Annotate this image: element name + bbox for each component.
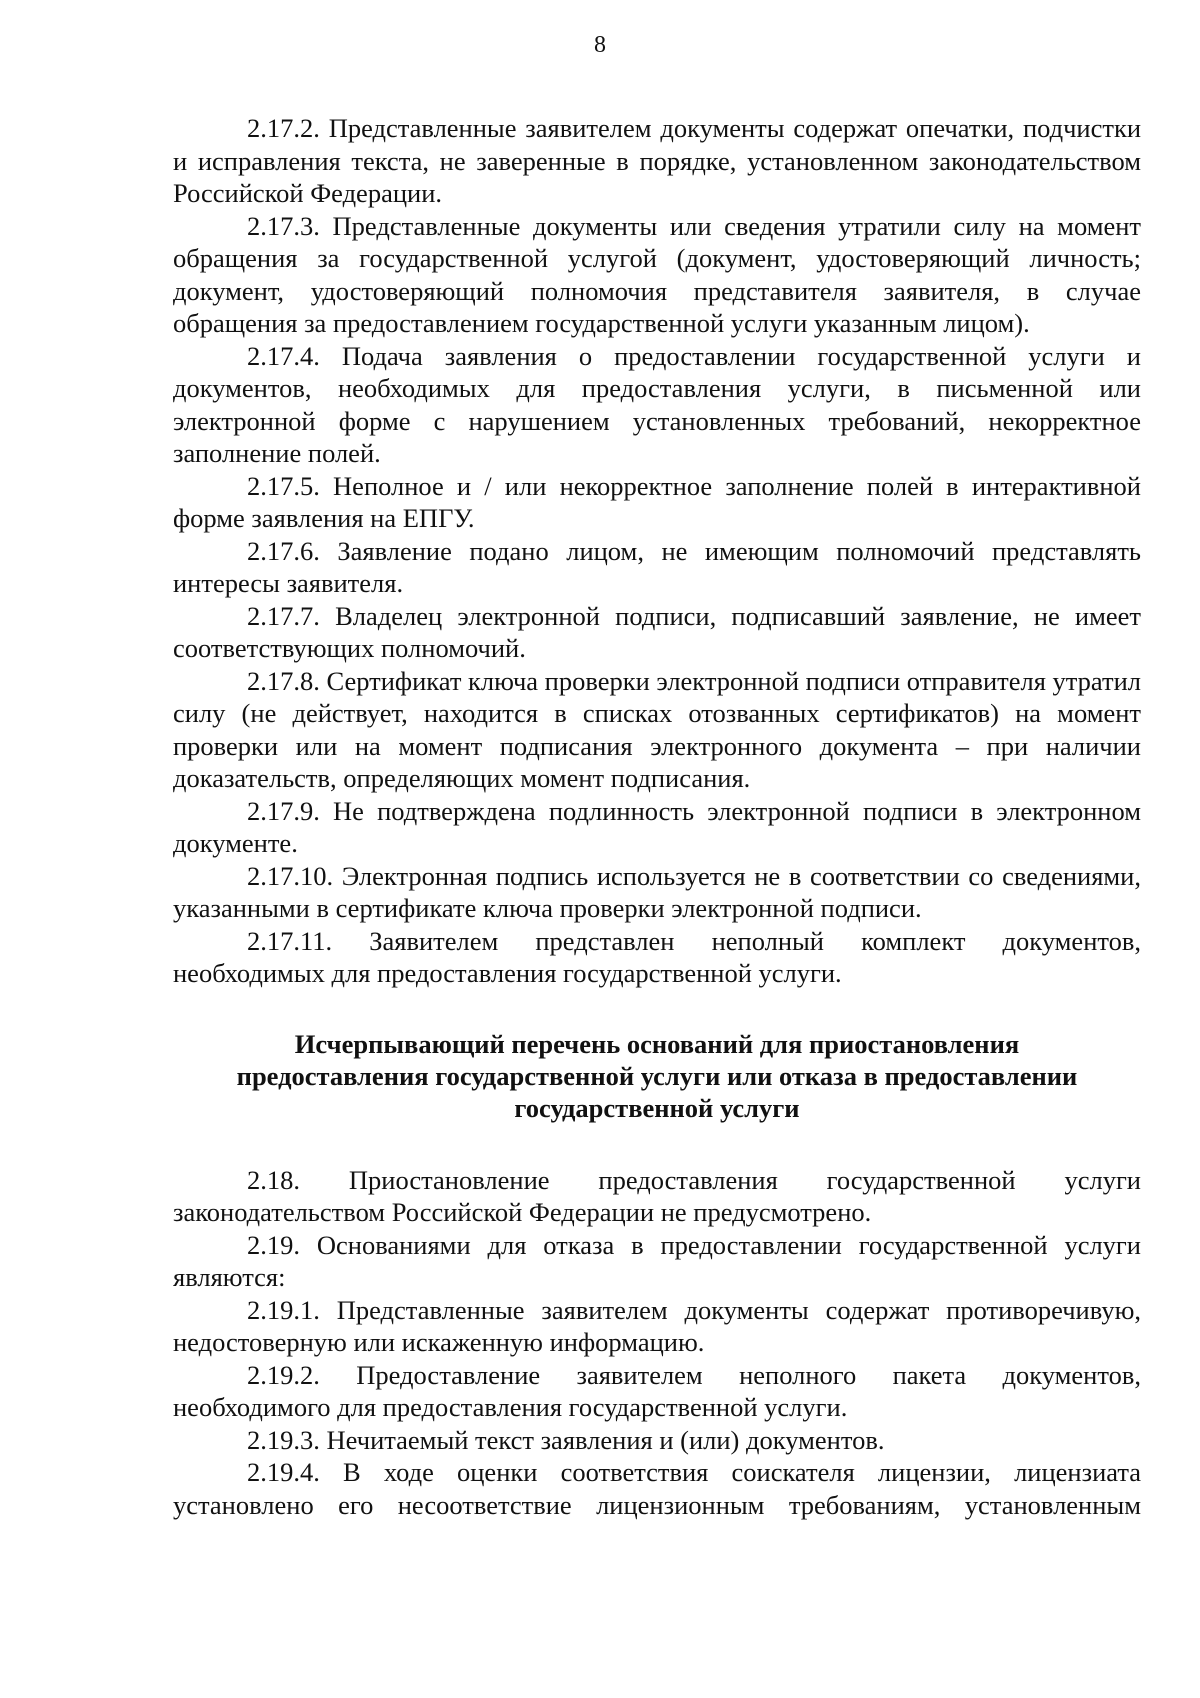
section-heading-line-1: Исчерпывающий перечень оснований для приостановления [294,1028,1020,1059]
paragraph-2-19-2: 2.19.2. Предоставление заявителем неполного пакета документов, необходимого для предоставления государственной услуги. [173,1359,1141,1422]
paragraph-2-19-4: 2.19.4. В ходе оценки соответствия соискателя лицензии, лицензиата установлено его несоответствие лицензионным требованиям, установленным [173,1457,1141,1520]
paragraph-2-17-3: 2.17.3. Представленные документы или сведения утратили силу на момент обращения за государственной услугой (документ, удостоверяющий личность; документ, удостоверяющий полномочия представителя заявителя, в случае обращения за предоставлением государственной услуги указанным лицом). [173,210,1141,338]
paragraph-2-17-2: 2.17.2. Представленные заявителем документы содержат опечатки, подчистки и исправления текста, не заверенные в порядке, установленном законодательством Российской Федерации. [173,113,1141,208]
section-heading-line-3: государственной услуги [514,1092,800,1123]
document-body [173,112,1141,1521]
paragraph-2-17-11: 2.17.11. Заявителем представлен неполный комплект документов, необходимых для предоставления государственной услуги. [173,925,1141,988]
paragraph-2-17-4: 2.17.4. Подача заявления о предоставлении государственной услуги и документов, необходимых для предоставления услуги, в письменной или электронной форме с нарушением установленных требований, некорректное заполнение полей. [173,340,1141,468]
paragraph-2-17-9: 2.17.9. Не подтверждена подлинность электронной подписи в электронном документе. [173,795,1141,858]
page-number: 8 [594,32,606,58]
paragraph-2-19-3: 2.19.3. Нечитаемый текст заявления и (или) документов. [247,1424,885,1455]
section-heading-line-2: предоставления государственной услуги или отказа в предоставлении [236,1060,1078,1091]
paragraph-2-17-10: 2.17.10. Электронная подпись используется не в соответствии со сведениями, указанными в сертификате ключа проверки электронной подписи. [173,860,1141,923]
paragraph-2-17-5: 2.17.5. Неполное и / или некорректное заполнение полей в интерактивной форме заявления на ЕПГУ. [173,470,1141,533]
paragraph-2-17-6: 2.17.6. Заявление подано лицом, не имеющим полномочий представлять интересы заявителя. [173,535,1141,598]
paragraph-2-18: 2.18. Приостановление предоставления государственной услуги законодательством Российской Федерации не предусмотрено. [173,1164,1141,1227]
paragraph-2-17-8: 2.17.8. Сертификат ключа проверки электронной подписи отправителя утратил силу (не действует, находится в списках отозванных сертификатов) на момент проверки или на момент подписания электронного документа – при наличии доказательств, определяющих момент подписания. [173,665,1141,793]
section-heading [173,1028,1141,1124]
paragraph-2-19-1: 2.19.1. Представленные заявителем документы содержат противоречивую, недостоверную или искаженную информацию. [173,1294,1141,1357]
paragraph-2-17-7: 2.17.7. Владелец электронной подписи, подписавший заявление, не имеет соответствующих полномочий. [173,600,1141,663]
paragraph-2-19: 2.19. Основаниями для отказа в предоставлении государственной услуги являются: [173,1229,1141,1292]
